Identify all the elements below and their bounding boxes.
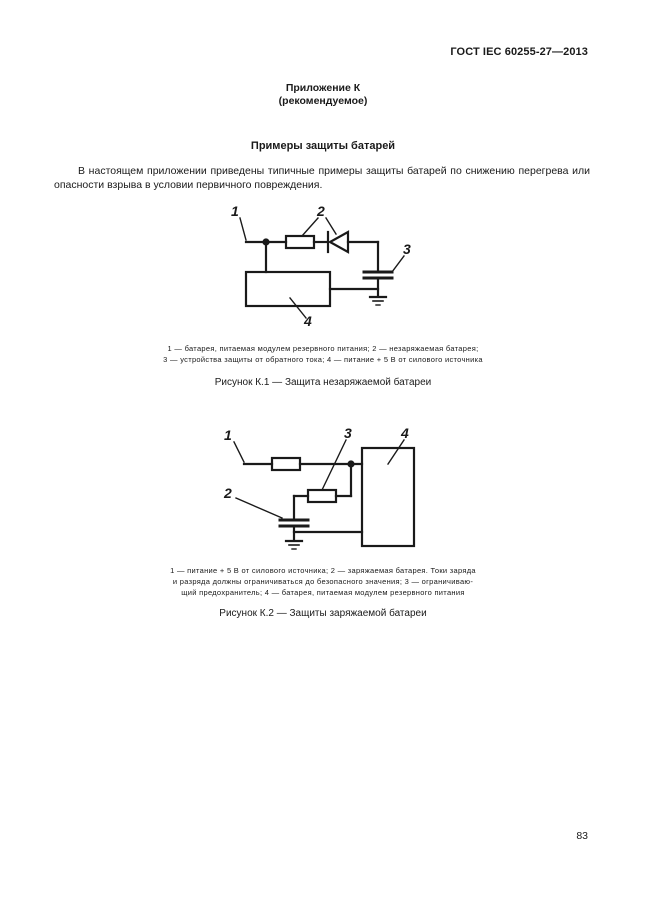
- figure1-legend: [0, 343, 646, 365]
- figure1-caption: Рисунок К.1 — Защита незаряжаемой батареи: [214, 377, 432, 388]
- figure1-legend-line-1: 1 — батарея, питаемая модулем резервного питания; 2 — незаряжаемая батарея;: [167, 344, 479, 353]
- page-number: 83: [576, 830, 588, 842]
- figure2-legend-line-1: 1 — питание + 5 В от силового источника; 2 — заряжаемая батарея. Токи заряда: [170, 566, 476, 575]
- figure2-legend-line-3: щий предохранитель; 4 — батарея, питаемая модулем резервного питания: [181, 588, 465, 597]
- fig2-leader-2: [236, 498, 282, 518]
- figure1-legend-line-2: 3 — устройства защиты от обратного тока; 4 — питание + 5 В от силового источника: [163, 355, 483, 364]
- intro-paragraph: В настоящем приложении приведены типичные примеры защиты батарей по снижению перегрева или опасности взрыва в условии первичного повреждения.: [54, 165, 590, 191]
- fig1-leader-2b: [326, 218, 336, 234]
- fig1-load-block: [246, 272, 330, 306]
- figure2-legend: [0, 565, 646, 598]
- annex-title: Приложение К: [285, 82, 361, 94]
- fig2-leader-3: [322, 440, 346, 490]
- fig2-resistor: [272, 458, 300, 470]
- fig2-label-3: 3: [344, 425, 352, 441]
- fig1-leader-2a: [302, 218, 318, 236]
- fig2-leader-4: [388, 440, 404, 464]
- fig2-fuse: [308, 490, 336, 502]
- fig1-leader-4: [290, 298, 306, 318]
- fig1-label-4: 4: [304, 313, 312, 329]
- annex-heading: [0, 82, 646, 108]
- document-code: ГОСТ IEC 60255-27—2013: [450, 46, 588, 58]
- fig1-resistor: [286, 236, 314, 248]
- figure2-legend-line-2: и разряда должны ограничиваться до безопасного значения; 3 — ограничиваю-: [172, 577, 474, 586]
- fig2-label-1: 1: [224, 427, 232, 443]
- fig2-label-4: 4: [401, 425, 409, 441]
- fig1-junction-dot: [264, 240, 269, 245]
- fig2-leader-1: [234, 442, 244, 462]
- fig1-leader-1: [240, 218, 246, 240]
- annex-subtitle: (рекомендуемое): [278, 95, 368, 107]
- fig2-junction-dot: [349, 462, 354, 467]
- fig1-leader-3: [392, 256, 404, 272]
- fig1-label-2: 2: [317, 203, 325, 219]
- fig1-diode: [330, 232, 348, 252]
- fig2-block: [362, 448, 414, 546]
- section-title: Примеры защиты батарей: [250, 140, 396, 152]
- fig2-label-2: 2: [224, 485, 232, 501]
- figure2-caption: Рисунок К.2 — Защиты заряжаемой батареи: [219, 608, 427, 619]
- fig1-label-1: 1: [231, 203, 239, 219]
- fig1-label-3: 3: [403, 241, 411, 257]
